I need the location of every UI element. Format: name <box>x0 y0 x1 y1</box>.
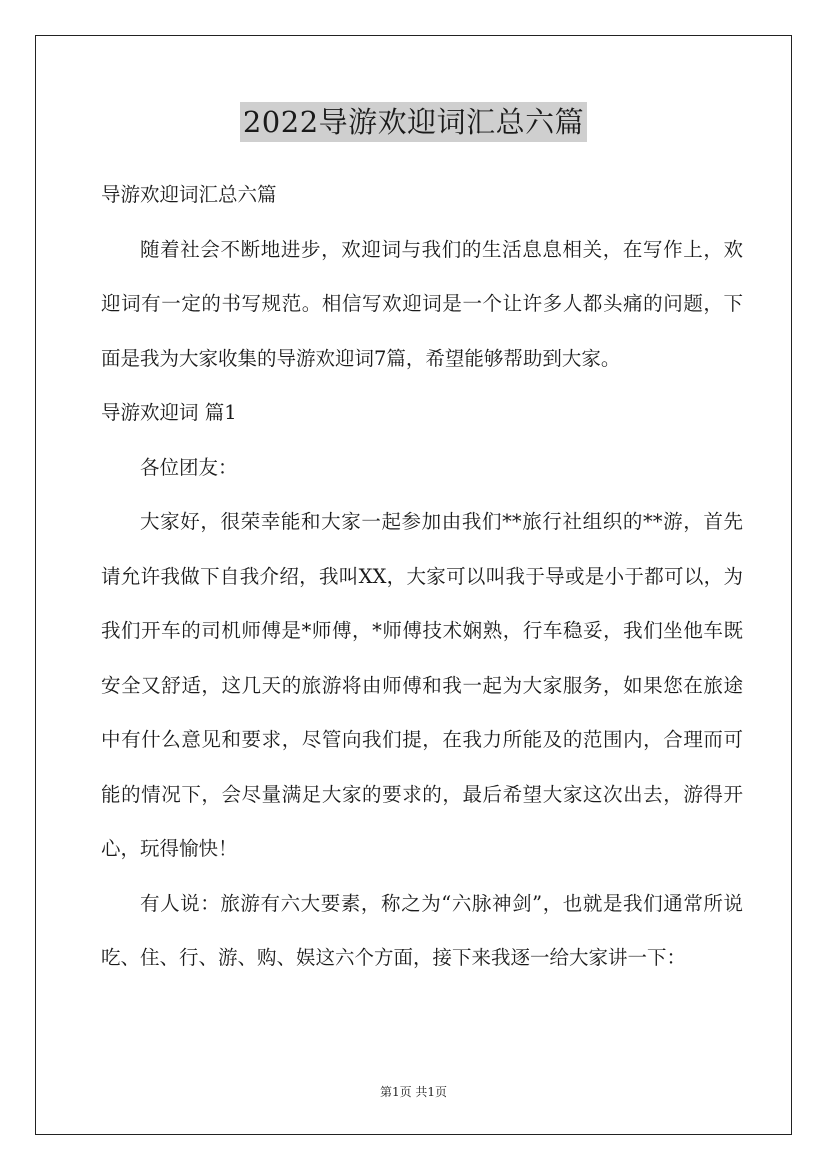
paragraph-greeting: 各位团友： <box>140 455 238 479</box>
paragraph-subtitle: 导游欢迎词汇总六篇 <box>101 183 277 206</box>
paragraph-introduction-speech: 大家好，很荣幸能和大家一起参加由我们**旅行社组织的**游，首先请允许我做下自我介绍，我叫XX，大家可以叫我于导或是小于都可以，为我们开车的司机师傅是*师傅，*师傅技术娴熟，行车稳妥，我们坐他车既安全又舒适，这几天的旅游将由师傅和我一起为大家服务，如果您在旅途中有什么意见和要求，尽管向我们提，在我力所能及的范围内，合理而可能的情况下，会尽量满足大家的要求的，最后希望大家这次出去，游得开心，玩得愉快！ <box>101 510 743 860</box>
paragraph-section-heading: 导游欢迎词 篇1 <box>101 401 237 424</box>
page-footer: 第1页 共1页 <box>379 1085 448 1099</box>
paragraph-six-elements: 有人说：旅游有六大要素，称之为“六脉神剑”，也就是我们通常所说吃、住、行、游、购、娱这六个方面，接下来我逐一给大家讲一下： <box>101 891 743 969</box>
paragraph-intro: 随着社会不断地进步，欢迎词与我们的生活息息相关，在写作上，欢迎词有一定的书写规范。相信写欢迎词是一个让许多人都头痛的问题，下面是我为大家收集的导游欢迎词7篇，希望能够帮助到大家。 <box>101 237 743 370</box>
title-container <box>0 102 827 142</box>
document-body <box>101 168 743 986</box>
document-title: 2022导游欢迎词汇总六篇 <box>240 102 587 142</box>
